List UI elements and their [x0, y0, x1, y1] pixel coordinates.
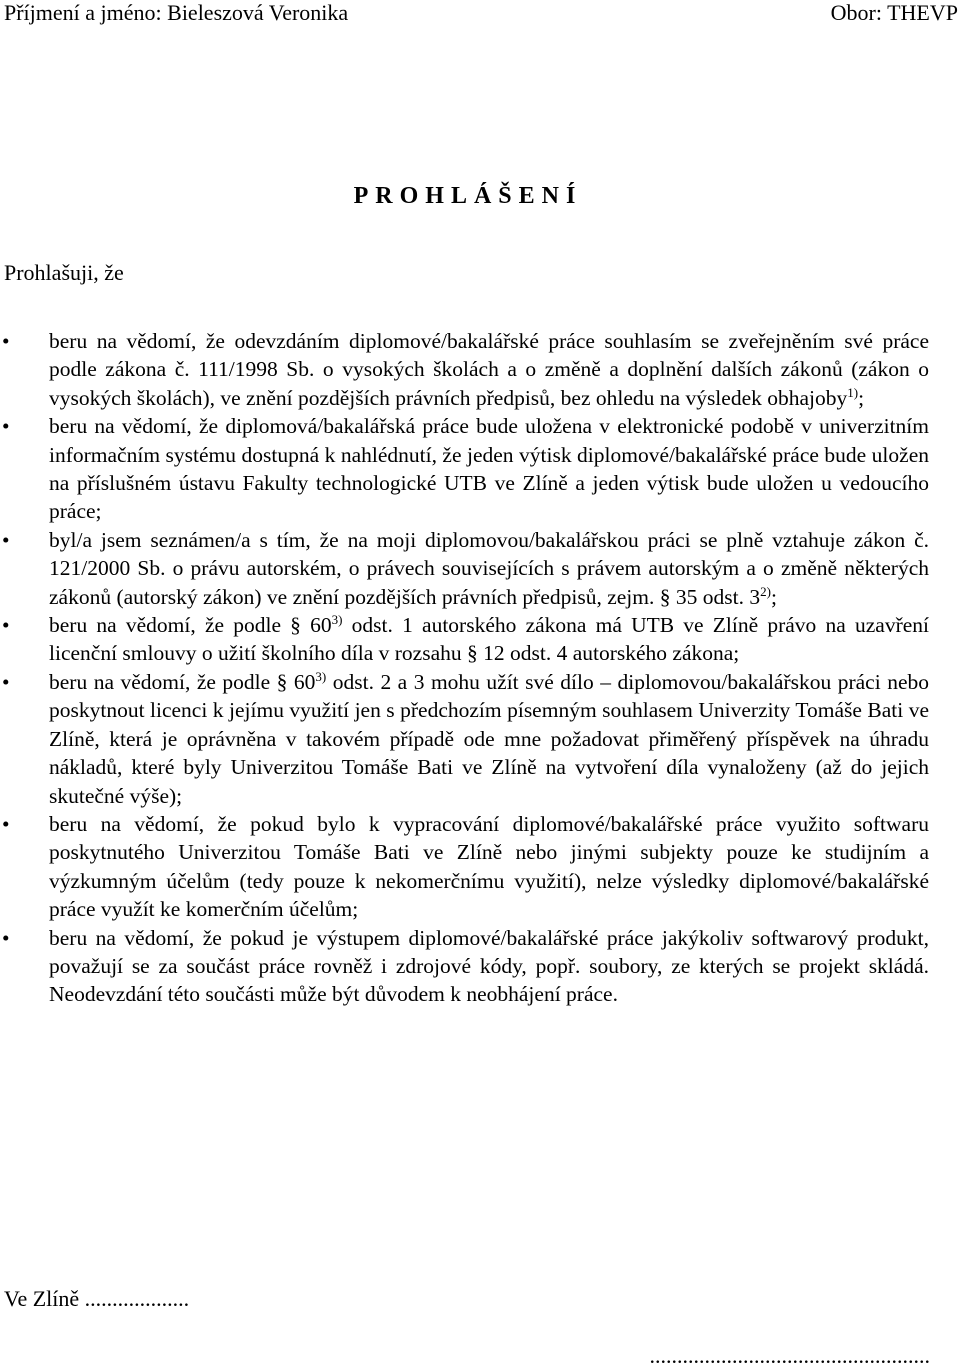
- list-item-text: [49, 526, 929, 611]
- list-item: [0, 327, 929, 412]
- list-item: [0, 526, 929, 611]
- bullet-icon: •: [2, 811, 10, 836]
- bullet-icon: •: [2, 925, 10, 950]
- footnote-ref: 3): [315, 668, 327, 684]
- list-item-text-main: beru na vědomí, že odevzdáním diplomové/bakalářské práce souhlasím se zveřejněním své práce podle zákona č. 111/1998 Sb. o vysokých školách a o změně a doplnění dalších zákonů (zákon o vysokých školách), ve znění pozdějších právních předpisů, bez ohledu na výsledek obhajoby: [49, 329, 929, 410]
- list-item-text-end: odst. 2 a 3 mohu užít své dílo – diplomovou/bakalářskou práci nebo poskytnout licenci k jejímu využití jen s předchozím písemným souhlasem Univerzity Tomáše Bati ve Zlíně, která je oprávněna v takovém případě ode mne požadovat přiměřený příspěvek na úhradu nákladů, které byly Univerzitou Tomáše Bati ve Zlíně na vytvoření díla vynaloženy (až do jejich skutečné výše);: [49, 669, 929, 808]
- intro-text: Prohlašuji, že: [4, 260, 124, 285]
- list-item-text-end: ;: [858, 385, 865, 410]
- list-item-text-main: beru na vědomí, že pokud je výstupem diplomové/bakalářské práce jakýkoliv softwarový produkt, považují se za součást práce rovněž i zdrojové kódy, popř. soubory, ze kterých se projekt skládá. Neodevzdání této součásti může být důvodem k neobhájení práce.: [49, 925, 929, 1007]
- bullet-icon: •: [2, 613, 10, 638]
- list-item-text: [49, 810, 929, 924]
- list-item-text-main: beru na vědomí, že pokud bylo k vypracování diplomové/bakalářské práce využito softwaru poskytnutého Univerzitou Tomáše Bati ve Zlíně nebo jinými subjekty pouze ke studijním a výzkumným účelům (tedy pouze k nekomerčnímu využití), nelze výsledky diplomové/bakalářské práce využít ke komerčním účelům;: [49, 811, 929, 922]
- list-item: [0, 611, 929, 668]
- declaration-list: [0, 327, 960, 1009]
- list-item-text-main: beru na vědomí, že podle § 60: [49, 613, 332, 638]
- list-item-text-end: ;: [770, 584, 777, 609]
- bullet-icon: •: [2, 329, 10, 353]
- list-item-text-main: beru na vědomí, že diplomová/bakalářská práce bude uložena v elektronické podobě v univerzitním informačním systému dostupná k nahlédnutí, že jeden výtisk diplomové/bakalářské práce bude uložen na příslušném ústavu Fakulty technologické UTB ve Zlíně a jeden výtisk bude uložen u vedoucího práce;: [49, 414, 929, 524]
- list-item-text-main: beru na vědomí, že podle § 60: [49, 669, 316, 694]
- footnote-ref: 3): [331, 611, 343, 627]
- list-item-text: [49, 668, 929, 810]
- bullet-icon: •: [2, 669, 10, 694]
- signature-line: ...................................................: [649, 1343, 930, 1368]
- student-name-label: Příjmení a jméno: Bieleszová Veronika: [4, 0, 349, 25]
- bullet-icon: •: [2, 414, 10, 439]
- bullet-icon: •: [2, 527, 10, 552]
- footnote-ref: 2): [760, 583, 771, 599]
- field-of-study-label: Obor: THEVP: [830, 0, 958, 25]
- list-item-text-end: odst. 1 autorského zákona má UTB ve Zlíně právo na uzavření licenční smlouvy o užití školního díla v rozsahu § 12 odst. 4 autorského zákona;: [49, 613, 929, 666]
- place-line: Ve Zlíně ...................: [4, 1286, 190, 1311]
- list-item: [0, 668, 929, 810]
- list-item: [0, 810, 929, 924]
- list-item-text: [49, 327, 929, 412]
- list-item-text-main: byl/a jsem seznámen/a s tím, že na moji diplomovou/bakalářskou práci se plně vztahuje zákon č. 121/2000 Sb. o právu autorském, o právech souvisejících s právem autorským a o změně některých zákonů (autorský zákon) ve znění pozdějších právních předpisů, zejm. § 35 odst. 3: [49, 527, 929, 609]
- footnote-ref: 1): [847, 384, 859, 400]
- list-item-text: [49, 412, 929, 526]
- list-item: [0, 412, 929, 526]
- list-item-text: [49, 611, 929, 668]
- document-title: PROHLÁŠENÍ: [353, 183, 583, 209]
- list-item-text: [49, 924, 929, 1009]
- list-item: [0, 924, 929, 1009]
